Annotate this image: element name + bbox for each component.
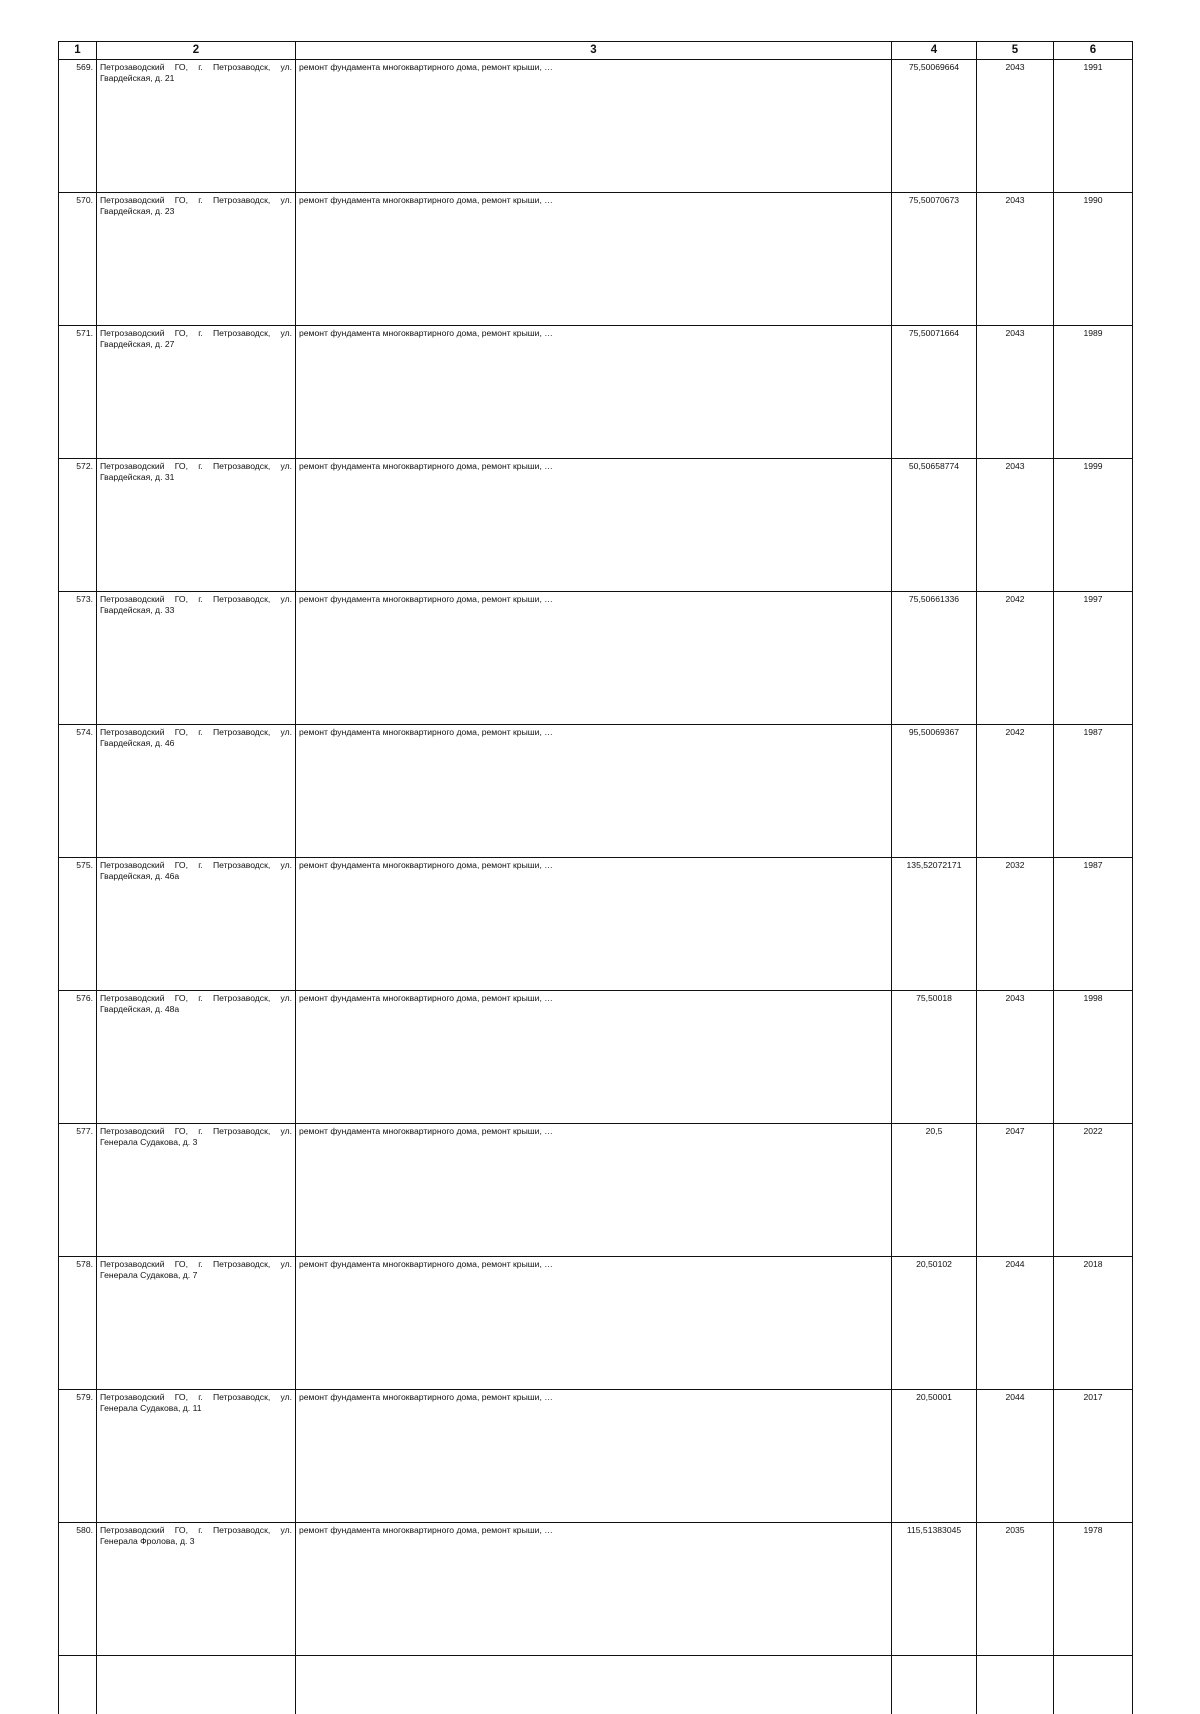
table-row: [59, 1390, 1133, 1523]
row-number: 572.: [59, 459, 97, 592]
table-row: [59, 1124, 1133, 1257]
planned-year: 2043: [977, 991, 1054, 1124]
table-row: [59, 1523, 1133, 1656]
build-year: 1989: [1054, 326, 1133, 459]
planned-year: 2047: [977, 1124, 1054, 1257]
cost-value: 115,51383045: [892, 1523, 977, 1656]
table-row: [59, 193, 1133, 326]
repair-works-list: ремонт фундамента многоквартирного дома, ремонт крыши, …: [296, 60, 892, 193]
house-address: Петрозаводский ГО, г. Петрозаводск, ул. Генерала Судакова, д. 11: [97, 1390, 296, 1523]
planned-year: 2032: [977, 858, 1054, 991]
house-address: Петрозаводский ГО, г. Петрозаводск, ул. Генерала Судакова, д. 7: [97, 1257, 296, 1390]
build-year: 1987: [1054, 725, 1133, 858]
build-year: 1991: [1054, 60, 1133, 193]
header-cell-4: 4: [892, 42, 977, 60]
cost-value: 20,50001: [892, 1390, 977, 1523]
build-year: 1999: [1054, 459, 1133, 592]
table-row: [59, 326, 1133, 459]
cost-value: 75,50069664: [892, 60, 977, 193]
row-number: 575.: [59, 858, 97, 991]
row-number: 579.: [59, 1390, 97, 1523]
header-cell-2: 2: [97, 42, 296, 60]
row-number: 573.: [59, 592, 97, 725]
header-cell-5: 5: [977, 42, 1054, 60]
header-cell-6: 6: [1054, 42, 1133, 60]
row-number: 578.: [59, 1257, 97, 1390]
header-cell-3: 3: [296, 42, 892, 60]
planned-year: 2044: [977, 1390, 1054, 1523]
build-year: 2018: [1054, 1257, 1133, 1390]
house-address: Петрозаводский ГО, г. Петрозаводск, ул. Гвардейская, д. 33: [97, 592, 296, 725]
house-address: Петрозаводский ГО, г. Петрозаводск, ул. Гвардейская, д. 48а: [97, 991, 296, 1124]
house-address: Петрозаводский ГО, г. Петрозаводск, ул. Гвардейская, д. 27: [97, 326, 296, 459]
table-row: [59, 592, 1133, 725]
table-row: [59, 1257, 1133, 1390]
header-cell-1: 1: [59, 42, 97, 60]
table-row: [59, 725, 1133, 858]
cost-value: 95,50069367: [892, 725, 977, 858]
repair-works-list: ремонт фундамента многоквартирного дома, ремонт крыши, …: [296, 1257, 892, 1390]
house-address: Петрозаводский ГО, г. Петрозаводск, ул. Гвардейская, д. 31: [97, 459, 296, 592]
house-address: Петрозаводский ГО, г. Петрозаводск, ул. Гвардейская, д. 46а: [97, 858, 296, 991]
register-table: [58, 41, 1133, 1714]
table-row: [59, 991, 1133, 1124]
row-number: 574.: [59, 725, 97, 858]
repair-works-list: ремонт фундамента многоквартирного дома, ремонт крыши, …: [296, 1390, 892, 1523]
repair-works-list: ремонт фундамента многоквартирного дома, ремонт крыши, …: [296, 725, 892, 858]
document-page: [58, 41, 1132, 1697]
planned-year: 2043: [977, 193, 1054, 326]
row-number: 571.: [59, 326, 97, 459]
house-address: Петрозаводский ГО, г. Петрозаводск, ул. Гвардейская, д. 46: [97, 725, 296, 858]
row-number: 577.: [59, 1124, 97, 1257]
cost-value: 20,5: [892, 1124, 977, 1257]
build-year: 1990: [1054, 193, 1133, 326]
house-address: Петрозаводский ГО, г. Петрозаводск, ул. Гвардейская, д. 21: [97, 60, 296, 193]
planned-year: 2035: [977, 1523, 1054, 1656]
repair-works-list: ремонт фундамента многоквартирного дома, ремонт крыши, …: [296, 193, 892, 326]
house-address: Петрозаводский ГО, г. Петрозаводск, ул. Генерала Судакова, д. 3: [97, 1124, 296, 1257]
empty-cell: [892, 1656, 977, 1714]
planned-year: 2042: [977, 592, 1054, 725]
row-number: 576.: [59, 991, 97, 1124]
empty-cell: [1054, 1656, 1133, 1714]
planned-year: 2043: [977, 459, 1054, 592]
cost-value: 50,50658774: [892, 459, 977, 592]
cost-value: 75,50018: [892, 991, 977, 1124]
build-year: 1997: [1054, 592, 1133, 725]
repair-works-list: ремонт фундамента многоквартирного дома, ремонт крыши, …: [296, 1523, 892, 1656]
cost-value: 75,50070673: [892, 193, 977, 326]
cost-value: 75,50071664: [892, 326, 977, 459]
empty-cell: [59, 1656, 97, 1714]
build-year: 1987: [1054, 858, 1133, 991]
house-address: Петрозаводский ГО, г. Петрозаводск, ул. Гвардейская, д. 23: [97, 193, 296, 326]
planned-year: 2043: [977, 60, 1054, 193]
repair-works-list: ремонт фундамента многоквартирного дома, ремонт крыши, …: [296, 1124, 892, 1257]
build-year: 2022: [1054, 1124, 1133, 1257]
cost-value: 20,50102: [892, 1257, 977, 1390]
cost-value: 75,50661336: [892, 592, 977, 725]
repair-works-list: ремонт фундамента многоквартирного дома, ремонт крыши, …: [296, 858, 892, 991]
empty-cell: [296, 1656, 892, 1714]
build-year: 2017: [1054, 1390, 1133, 1523]
empty-cell: [977, 1656, 1054, 1714]
table-header-row: [59, 42, 1133, 60]
repair-works-list: ремонт фундамента многоквартирного дома, ремонт крыши, …: [296, 459, 892, 592]
table-row: [59, 459, 1133, 592]
table-continuation-row: [59, 1656, 1133, 1714]
build-year: 1978: [1054, 1523, 1133, 1656]
repair-works-list: ремонт фундамента многоквартирного дома, ремонт крыши, …: [296, 991, 892, 1124]
house-address: Петрозаводский ГО, г. Петрозаводск, ул. Генерала Фролова, д. 3: [97, 1523, 296, 1656]
table-row: [59, 858, 1133, 991]
row-number: 569.: [59, 60, 97, 193]
build-year: 1998: [1054, 991, 1133, 1124]
empty-cell: [97, 1656, 296, 1714]
planned-year: 2044: [977, 1257, 1054, 1390]
repair-works-list: ремонт фундамента многоквартирного дома, ремонт крыши, …: [296, 592, 892, 725]
planned-year: 2043: [977, 326, 1054, 459]
row-number: 570.: [59, 193, 97, 326]
planned-year: 2042: [977, 725, 1054, 858]
cost-value: 135,52072171: [892, 858, 977, 991]
row-number: 580.: [59, 1523, 97, 1656]
table-row: [59, 60, 1133, 193]
repair-works-list: ремонт фундамента многоквартирного дома, ремонт крыши, …: [296, 326, 892, 459]
